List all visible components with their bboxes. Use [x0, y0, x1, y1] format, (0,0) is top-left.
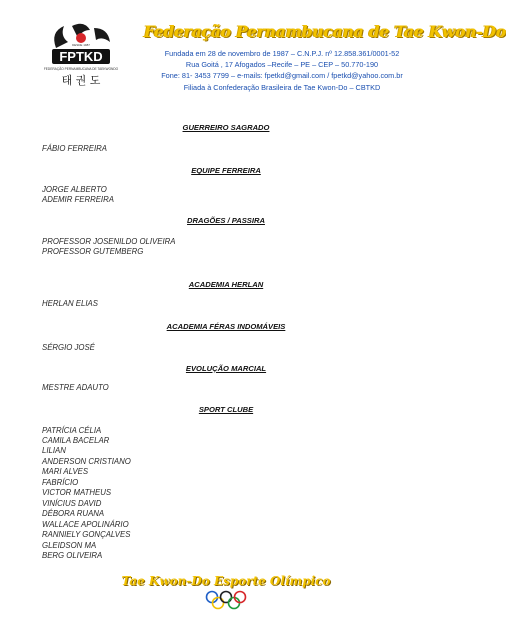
contact-line: Fone: 81- 3453 7799 – e-mails: fpetkd@gmail.com / fpetkd@yahoo.com.br	[161, 71, 403, 81]
footer-slogan: Tae Kwon-Do Esporte Olímpico	[121, 574, 331, 588]
list-item: VINÍCIUS DAVID	[42, 499, 102, 508]
section-heading: ACADEMIA FÉRAS INDOMÁVEIS	[166, 322, 286, 331]
letterhead-lines	[144, 48, 420, 93]
list-item: FABRÍCIO	[42, 478, 79, 487]
ring-yellow	[213, 598, 224, 609]
list-item: HERLAN ELIAS	[42, 299, 98, 308]
section-heading: EQUIPE FERREIRA	[191, 166, 261, 175]
section-heading: EVOLUÇÃO MARCIAL	[185, 364, 267, 373]
olympic-rings-icon	[204, 590, 248, 612]
fptkd-logo	[44, 22, 118, 94]
section-heading: SPORT CLUBE	[198, 405, 254, 414]
logo-korean: 태 권 도	[61, 74, 101, 87]
list-item: MESTRE ADAUTO	[42, 383, 109, 392]
list-item: WALLACE APOLINÁRIO	[42, 520, 129, 529]
address-line: Rua Goitá , 17 Afogados –Recife – PE – CEP – 50.770-190	[185, 60, 379, 70]
list-item: LILIAN	[42, 446, 66, 455]
list-item: RANNIELY GONÇALVES	[42, 530, 131, 539]
ring-blue	[207, 592, 218, 603]
section-heading: DRAGÕES / PASSIRA	[187, 216, 265, 225]
list-item: GLEIDSON MA	[42, 541, 97, 550]
list-item: MARI ALVES	[42, 467, 89, 476]
founding-line: Fundada em 28 de novembro de 1987 – C.N.P.J. nº 12.858.361/0001-52	[164, 49, 400, 58]
list-item: BERG OLIVEIRA	[42, 551, 103, 560]
list-item: SÉRGIO JOSÉ	[42, 343, 95, 352]
ring-red	[235, 592, 246, 603]
ring-black	[221, 592, 232, 603]
logo-text: FPTKD	[59, 49, 103, 64]
ring-green	[229, 598, 240, 609]
section-heading: GUERREIRO SAGRADO	[182, 123, 270, 132]
list-item: JORGE ALBERTO	[42, 185, 107, 194]
list-item: PATRÍCIA CÉLIA	[42, 426, 102, 435]
affiliation-line: Filiada à Confederação Brasileira de Tae Kwon-Do – CBTKD	[183, 82, 381, 92]
logo-caption: FEDERAÇÃO PERNAMBUCANA DE TAEKWONDO	[43, 67, 119, 71]
section-heading: ACADEMIA HERLAN	[188, 280, 264, 289]
list-item: PROFESSOR GUTEMBERG	[42, 247, 144, 256]
list-item: FÁBIO FERREIRA	[42, 144, 107, 153]
federation-title: Federação Pernambucana de Tae Kwon-Do	[144, 22, 506, 41]
list-item: ADEMIR FERREIRA	[42, 195, 114, 204]
logo-year: DESDE 1987	[72, 43, 90, 47]
list-item: PROFESSOR JOSENILDO OLIVEIRA	[42, 237, 176, 246]
list-item: ANDERSON CRISTIANO	[42, 457, 131, 466]
list-item: DÉBORA RUANA	[42, 509, 105, 518]
list-item: CAMILA BACELAR	[42, 436, 110, 445]
list-item: VICTOR MATHEUS	[42, 488, 112, 497]
